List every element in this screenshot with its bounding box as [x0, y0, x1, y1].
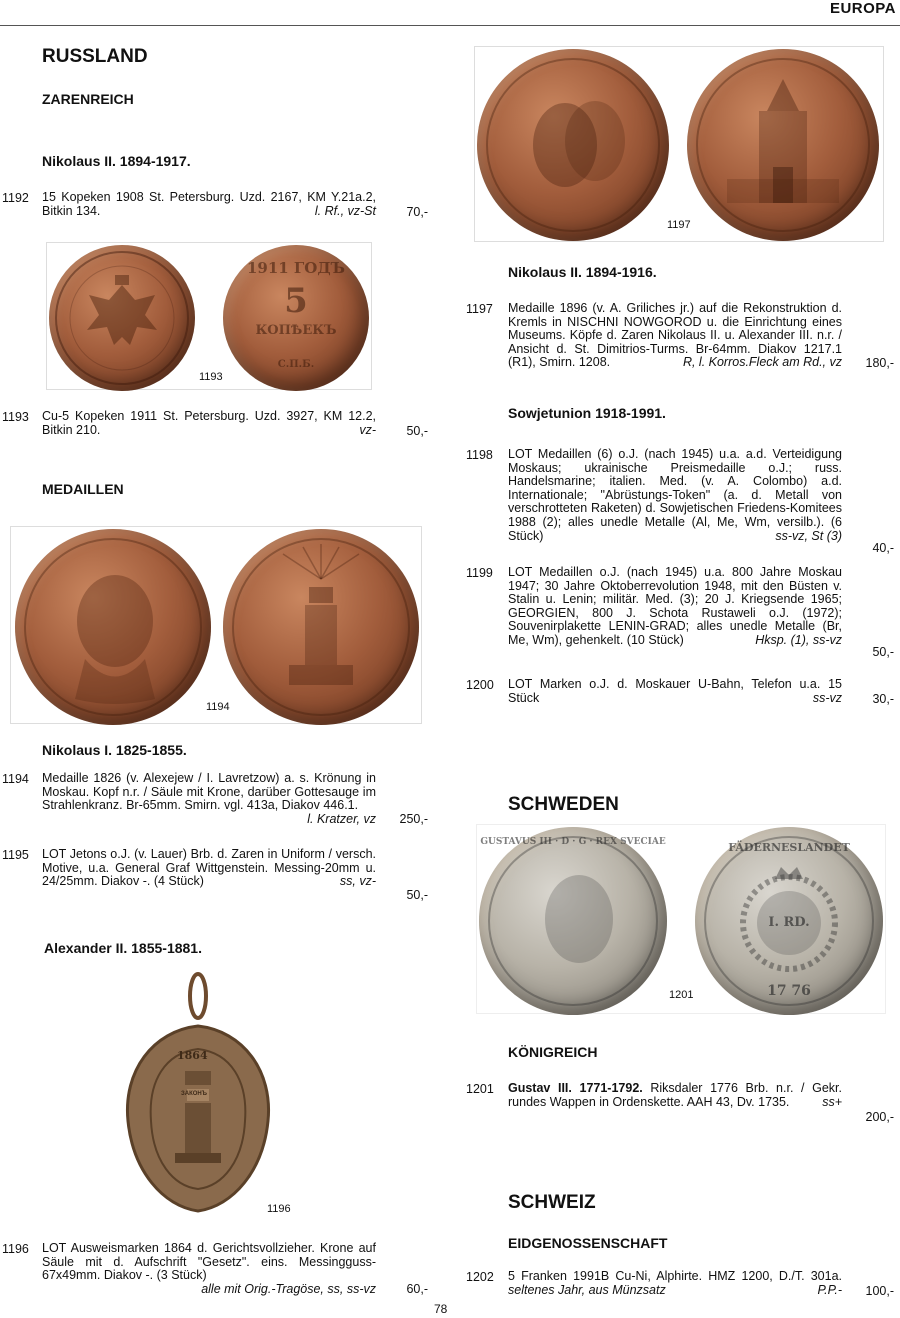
lot-price: 50,-: [406, 888, 428, 902]
ruler-heading-nikolaus-ii: Nikolaus II. 1894-1917.: [42, 153, 191, 169]
coin-legend: 1911 ГОДЪ: [246, 259, 346, 277]
image-caption: 1194: [206, 701, 230, 713]
image-caption: 1196: [267, 1203, 291, 1215]
coin-reverse-denomination: [223, 245, 369, 391]
lot-description: [508, 1270, 842, 1297]
lot-number: 1196: [2, 1242, 29, 1256]
country-heading-schweden: SCHWEDEN: [508, 794, 619, 815]
lot-description: [508, 678, 842, 705]
lot-text: 15 Kopeken 1908 St. Petersburg. Uzd. 2167, KM Y.21a.2, Bitkin 134.: [42, 190, 376, 218]
coin-legend: FÄDERNESLANDET: [728, 841, 850, 854]
coin-photo-1193: [46, 242, 372, 390]
two-heads-icon: [477, 49, 669, 241]
badge-legend: ЗАКОНЪ: [181, 1091, 207, 1097]
coin-legend: 17 76: [767, 983, 811, 999]
coin-legend: 5: [284, 281, 308, 321]
header-rule: [0, 25, 900, 26]
coin-legend: КОПѢЕКЪ: [255, 323, 337, 338]
lot-number: 1199: [466, 566, 493, 580]
lot-price: 50,-: [872, 645, 894, 659]
ruler-heading-sowjetunion: Sowjetunion 1918-1991.: [508, 405, 666, 421]
country-heading-russland: RUSSLAND: [42, 46, 148, 67]
lot-description: [508, 302, 842, 370]
lot-grade: ss-vz, St (3): [775, 528, 842, 543]
region-header: EUROPA: [829, 0, 896, 17]
lot-price: 100,-: [865, 1284, 894, 1298]
lot-number: 1194: [2, 772, 29, 786]
ruler-heading-nikolaus-ii: Nikolaus II. 1894-1916.: [508, 264, 657, 280]
image-caption: 1193: [199, 371, 223, 383]
lot-text: LOT Medaillen o.J. (nach 1945) u.a. 800 Jahre Moskau 1947; 30 Jahre Oktoberrevolution 1948, mit den Büsten v. Stalin u. Lenin; militär. Med. (3); 20 J. Kriegsende 1965; GEORGIEN, 800 J. Schota Rustaweli o.J. (1972); Souvenirplakette LENIN-GRAD; alles unedle Metalle (Br, Me, Wm), gehenkelt. (10 Stück): [508, 565, 842, 647]
lot-grade: l. Kratzer, vz: [307, 811, 376, 826]
medal-reverse-column: [223, 529, 419, 725]
coin-obverse-eagle: [49, 245, 195, 391]
country-heading-schweiz: SCHWEIZ: [508, 1192, 596, 1213]
lot-grade: l. Rf., vz-St: [314, 203, 376, 218]
double-eagle-icon: [49, 245, 195, 391]
image-caption: 1197: [667, 219, 691, 231]
lot-price: 40,-: [872, 541, 894, 555]
lot-price: 30,-: [872, 692, 894, 706]
lot-price: 70,-: [406, 205, 428, 219]
badge-legend: 1864: [177, 1049, 208, 1062]
lot-remark: seltenes Jahr, aus Münzsatz: [508, 1282, 666, 1297]
lot-price: 250,-: [399, 812, 428, 826]
coin-legend: I. RD.: [768, 915, 810, 930]
lot-description: [42, 848, 376, 889]
lot-text: LOT Marken o.J. d. Moskauer U-Bahn, Telefon u.a. 15 Stück: [508, 677, 842, 705]
medal-obverse-two-heads: [477, 49, 669, 241]
lot-text: Cu-5 Kopeken 1911 St. Petersburg. Uzd. 3927, KM 12.2, Bitkin 210.: [42, 409, 376, 437]
coin-reverse-arms: [695, 827, 883, 1015]
badge-photo-1196: [122, 970, 291, 1220]
lot-text: 5 Franken 1991B Cu-Ni, Alphirte. HMZ 1200, D./T. 301a.: [508, 1269, 842, 1283]
section-heading-zarenreich: ZARENREICH: [42, 91, 134, 107]
ruler-heading-alexander-ii: Alexander II. 1855-1881.: [44, 940, 202, 956]
lot-grade: R, l. Korros.Fleck am Rd., vz: [682, 355, 842, 370]
lot-description: [508, 1082, 842, 1109]
lot-description: [42, 410, 376, 437]
lot-number: 1195: [2, 848, 29, 862]
lot-number: 1197: [466, 302, 493, 316]
lot-description: [42, 1242, 376, 1296]
column-crown-icon: [223, 529, 419, 725]
lot-grade: alle mit Orig.-Tragöse, ss, ss-vz: [201, 1281, 376, 1296]
lot-text: LOT Medaillen (6) o.J. (nach 1945) u.a. a.d. Verteidigung Moskaus; ukrainische Preismedaille o.J.; russ. Handelsmarine; italien. Med. (v. A. Colombo) a.d. Internationale; "Abrüstungs-Token" (a. d. Metall von verschrotteten Raketen) d. Sowjetischen Friedens-Komitees 1988 (2); alles unedle Metalle (Al, Me, Wm, versilb.). (6 Stück): [508, 447, 842, 543]
coin-legend: GUSTAVUS III · D · G · REX SVECIAE: [480, 837, 666, 847]
portrait-head-icon: [15, 529, 211, 725]
lot-price: 200,-: [865, 1110, 894, 1124]
lot-text: LOT Ausweismarken 1864 d. Gerichtsvollzieher. Krone auf Säule mit d. Aufschrift "Gesetz". eins. Messingguss-67x49mm. Diakov -. (3 Stück): [42, 1241, 376, 1283]
lot-number: 1202: [466, 1270, 494, 1284]
lot-ruler: Gustav III. 1771-1792.: [508, 1081, 643, 1095]
lot-text: Medaille 1826 (v. Alexejew / I. Lavretzow) a. s. Krönung in Moskau. Kopf n.r. / Säule mit Krone, darüber Gottesauge im Strahlenkranz. Br-65mm. Smirn. vgl. 413a, Diakov 446.1.: [42, 771, 376, 813]
lot-description: [42, 191, 376, 218]
medal-obverse-portrait: [15, 529, 211, 725]
lot-description: [508, 448, 842, 543]
section-heading-eidgenossenschaft: EIDGENOSSENSCHAFT: [508, 1235, 668, 1251]
lot-number: 1192: [2, 191, 29, 205]
coin-photo-1201: [476, 824, 886, 1014]
lot-price: 50,-: [406, 424, 428, 438]
tower-icon: [687, 49, 879, 241]
coin-obverse-gustav: [479, 827, 667, 1015]
lot-grade: vz-: [359, 422, 376, 437]
medal-photo-1197: [474, 46, 884, 242]
lot-text: LOT Jetons o.J. (v. Lauer) Brb. d. Zaren in Uniform / versch. Motive, u.a. General Graf Wittgenstein. Messing-20mm u. 24/25mm. Diakov -. (4 Stück): [42, 847, 376, 889]
lot-text: Medaille 1896 (v. A. Griliches jr.) auf die Rekonstruktion d. Kremls in NISCHNI NOWGOROD u. die Einrichtung eines Museums. Köpfe d. Zaren Nikolaus II. u. Alexander III. n.r. / Ansicht d. St. Dimitrios-Turms. Br-64mm. Diakov 1217.1 (R1), Smirn. 1208.: [508, 301, 842, 370]
lot-number: 1201: [466, 1082, 494, 1096]
lot-description: [508, 566, 842, 648]
coin-legend: С.П.Б.: [277, 359, 315, 370]
lot-grade: ss, vz-: [339, 874, 376, 889]
section-heading-medaillen: MEDAILLEN: [42, 481, 124, 497]
portrait-head-icon: [479, 827, 667, 1015]
lot-number: 1200: [466, 678, 494, 692]
lot-grade: ss-vz: [812, 690, 842, 705]
lot-number: 1193: [2, 410, 29, 424]
lot-price: 180,-: [865, 356, 894, 370]
medal-reverse-tower: [687, 49, 879, 241]
lot-grade: P.P.-: [817, 1282, 842, 1297]
medal-photo-1194: [10, 526, 422, 724]
lot-grade: ss+: [822, 1094, 842, 1109]
section-heading-koenigreich: KÖNIGREICH: [508, 1044, 598, 1060]
lot-number: 1198: [466, 448, 493, 462]
ruler-heading-nikolaus-i: Nikolaus I. 1825-1855.: [42, 742, 187, 758]
lot-price: 60,-: [406, 1282, 428, 1296]
lot-description: [42, 772, 376, 826]
lot-text: Riksdaler 1776 Brb. n.r. / Gekr. rundes Wappen in Ordenskette. AAH 43, Dv. 1735.: [508, 1081, 842, 1109]
image-caption: 1201: [669, 989, 694, 1001]
page-number: 78: [434, 1302, 448, 1316]
lot-grade: Hksp. (1), ss-vz: [755, 632, 842, 647]
